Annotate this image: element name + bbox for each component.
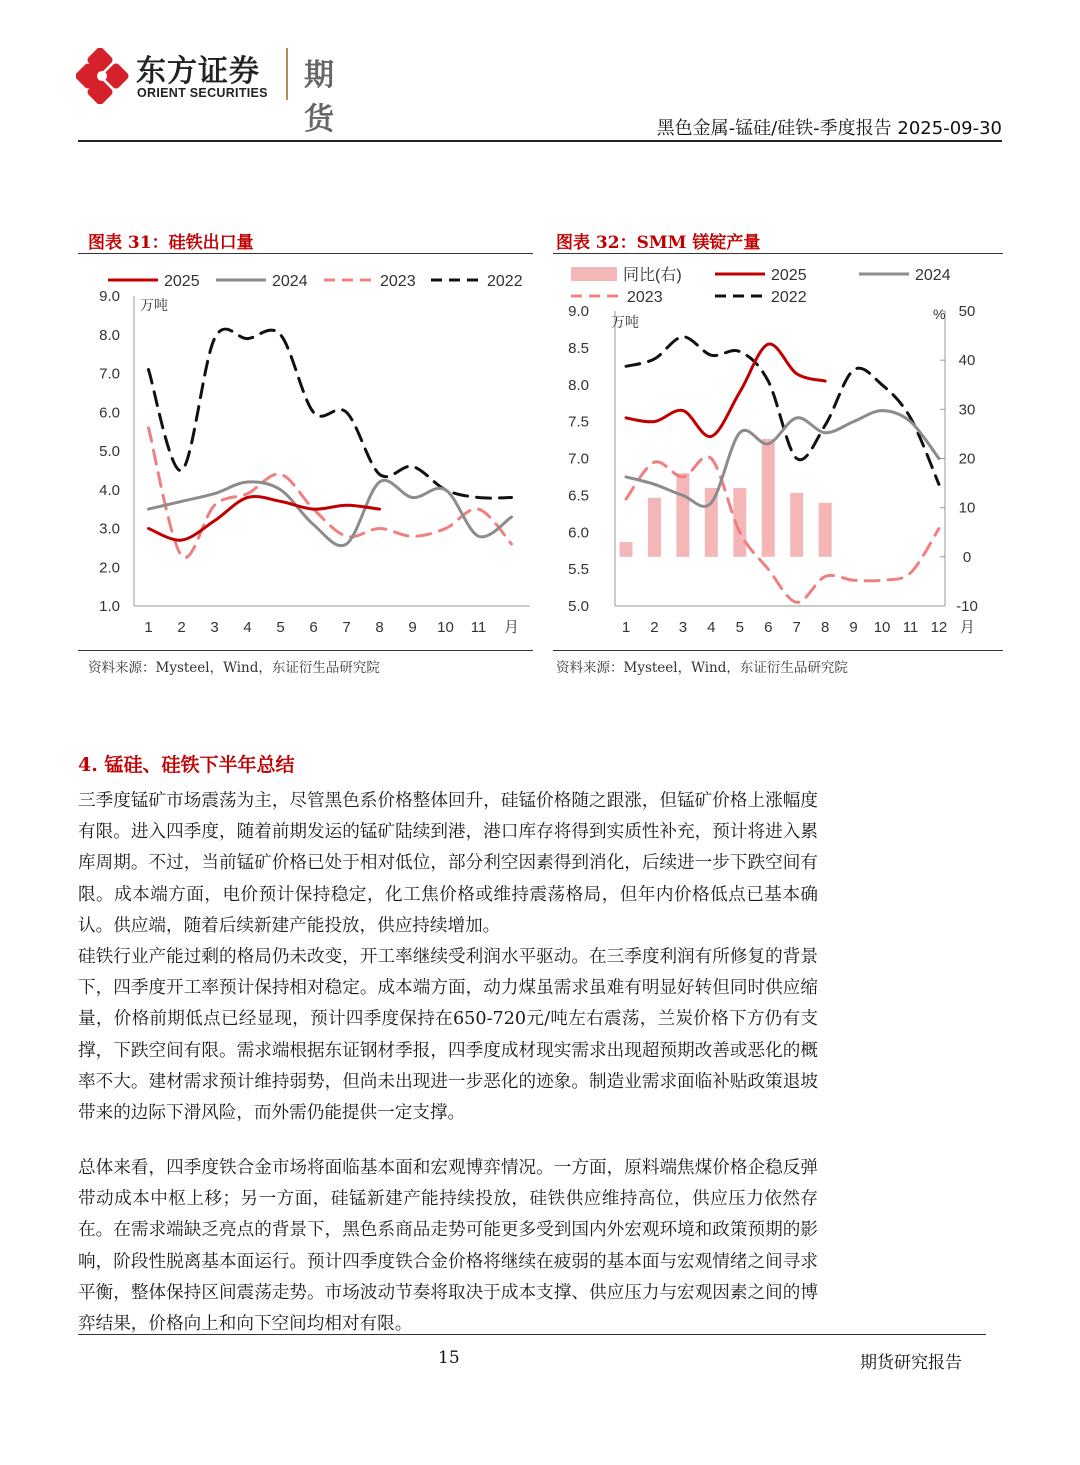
chart32-x-tick: 5 [735,619,744,636]
chart31-x-tick: 9 [408,619,417,636]
chart32-legend-label-bars: 同比(右) [623,267,682,284]
footer-divider [78,1334,986,1335]
chart32-bar [762,439,775,557]
chart31-x-tick: 5 [276,619,285,636]
chart31-x-tick: 10 [437,619,454,636]
chart31-y-tick: 1.0 [99,598,120,615]
chart31-x-tick: 3 [210,619,219,636]
chart32-y-tick: 7.0 [568,450,589,468]
chart31-series-2025 [149,496,380,540]
chart32-y-tick: 5.5 [568,561,589,579]
paragraph-3: 总体来看，四季度铁合金市场将面临基本面和宏观博弈情况。一方面，原料端焦煤价格企稳反弹带动成本中枢上移；另一方面，硅锰新建产能持续投放，硅铁供应维持高位，供应压力依然存在。在需求端缺乏亮点的背景下，黑色系商品走势可能更多受到国内外宏观环境和政策预期的影响，阶段性脱离基本面运行。预计四季度铁合金价格将继续在疲弱的基本面与宏观情绪之间寻求平衡，整体保持区间震荡走势。市场波动节奏将取决于成本支撑、供应压力与宏观因素之间的博弈结果，价格向上和向下空间均相对有限。 [78,1158,818,1335]
company-logo [76,42,336,137]
chart32-bar [620,542,633,557]
chart31-y-tick: 9.0 [99,288,120,305]
chart32-x-tick: 8 [820,619,830,636]
chart31-x-tick: 11 [470,619,487,636]
chart32-legend-label-2023: 2023 [627,289,663,306]
section-title: 4. 锰硅、硅铁下半年总结 [78,754,295,776]
chart31-legend-label-2023: 2023 [380,273,416,290]
figure31-chart [78,258,538,648]
chart32-x-tick: 9 [849,619,858,636]
chart31-y-tick: 8.0 [99,326,120,344]
chart32-x-tick: 4 [707,619,716,636]
chart32-x-tick: 6 [764,619,773,636]
chart31-x-tick: 月 [503,619,520,636]
chart31-legend-label-2022: 2022 [487,273,523,290]
logo-divider [286,48,288,100]
chart31-y-tick: 7.0 [99,365,120,383]
chart32-y2-tick: 20 [958,450,976,468]
chart31-series-2022 [149,329,512,498]
chart31-x-tick: 2 [177,619,186,636]
chart32-y2-tick: 30 [958,401,976,419]
chart32-y2-tick: 50 [958,303,976,320]
chart32-bar [676,473,689,557]
chart32-legend-swatch-bars [571,267,617,281]
figure32-source: 资料来源：Mysteel，Wind，东证衍生品研究院 [556,660,848,676]
chart31-x-tick: 4 [243,619,252,636]
page-number: 15 [438,1348,460,1368]
logo-futures-label: 期货 [304,58,334,137]
chart31-y-tick: 6.0 [99,404,120,422]
chart31-series-2024 [149,480,512,545]
chart32-x-tick: 12 [930,619,948,636]
chart32-x-tick: 2 [650,619,659,636]
chart32-x-tick: 3 [678,619,688,636]
figure31-title: 图表 31：硅铁出口量 [88,233,254,253]
chart32-right-unit-label: % [933,306,946,322]
chart32-y2-tick: 0 [962,548,972,566]
chart31-y-tick: 3.0 [99,520,120,538]
logo-mark-icon [76,48,132,104]
chart31-x-tick: 1 [144,619,153,636]
chart32-series-2023 [626,457,939,603]
logo-english-name: ORIENT SECURITIES [137,86,268,100]
chart31-x-tick: 6 [309,619,318,636]
chart31-y-tick: 4.0 [99,481,120,499]
chart32-legend-label-2024: 2024 [915,267,951,284]
header-divider [78,140,1002,142]
chart31-x-tick: 8 [375,619,384,636]
footer-label: 期货研究报告 [860,1353,962,1373]
chart32-unit-label: 万吨 [611,314,639,330]
chart31-y-tick: 2.0 [99,559,120,577]
chart32-y2-tick: 10 [958,499,976,517]
chart32-bar [705,488,718,557]
chart32-bar [790,493,803,557]
chart31-unit-label: 万吨 [140,297,168,313]
figure32-title: 图表 32：SMM 镁锭产量 [556,233,761,253]
chart32-bar [648,498,661,557]
figure31-source: 资料来源：Mysteel，Wind，东证衍生品研究院 [88,660,380,676]
chart32-y2-tick: 40 [958,352,976,370]
chart32-legend-label-2022: 2022 [771,289,807,306]
chart32-x-tick: 11 [902,619,919,636]
chart32-bar [819,503,832,557]
chart32-y-tick: 5.0 [568,598,589,615]
figure32-title-rule [553,253,1003,254]
report-meta: 黑色金属-锰硅/硅铁-季度报告 2025-09-30 [656,118,1002,139]
chart32-x-tick: 10 [873,619,891,636]
chart32-y-tick: 7.5 [568,413,589,431]
chart32-y-tick: 8.0 [568,376,589,394]
chart31-legend-label-2025: 2025 [164,273,200,290]
figure31-source-rule [78,650,533,651]
chart31-legend-label-2024: 2024 [272,273,308,290]
chart31-y-tick: 5.0 [99,443,120,460]
paragraph-1: 三季度锰矿市场震荡为主，尽管黑色系价格整体回升，硅锰价格随之跟涨，但锰矿价格上涨幅度有限。进入四季度，随着前期发运的锰矿陆续到港，港口库存将得到实质性补充，预计将进入累库周期。不过，当前锰矿价格已处于相对低位，部分利空因素得到消化，后续进一步下跌空间有限。成本端方面，电价预计保持稳定，化工焦价格或维持震荡格局，但年内价格低点已基本确认。供应端，随着后续新建产能投放，供应持续增加。 [78,791,818,936]
figure32-source-rule [553,650,1003,651]
chart32-y-tick: 6.5 [568,487,589,505]
chart32-x-tick: 7 [792,619,801,636]
chart32-x-tick: 月 [959,619,975,636]
paragraph-2: 硅铁行业产能过剩的格局仍未改变，开工率继续受利润水平驱动。在三季度利润有所修复的背景下，四季度开工率预计保持相对稳定。成本端方面，动力煤虽需求虽难有明显好转但同时供应缩量，价格前期低点已经显现，预计四季度保持在650-720元/吨左右震荡，兰炭价格下方仍有支撑，下跌空间有限。需求端根据东证钢材季报，四季度成材现实需求出现超预期改善或恶化的概率不大。建材需求预计维持弱势，但尚未出现进一步恶化的迹象。制造业需求面临补贴政策退坡带来的边际下滑风险，而外需仍能提供一定支撑。 [78,947,818,1124]
chart31-x-tick: 7 [342,619,351,636]
chart32-y-tick: 6.0 [568,524,589,542]
figure31-title-rule [78,253,533,254]
chart32-y2-tick: -10 [956,598,978,615]
chart32-y-tick: 8.5 [568,339,589,357]
logo-chinese-name: 东方证券 [136,54,260,89]
figure32-chart [553,258,1003,648]
chart32-legend-label-2025: 2025 [771,267,807,284]
chart32-x-tick: 1 [621,619,631,636]
chart32-y-tick: 9.0 [568,303,589,320]
